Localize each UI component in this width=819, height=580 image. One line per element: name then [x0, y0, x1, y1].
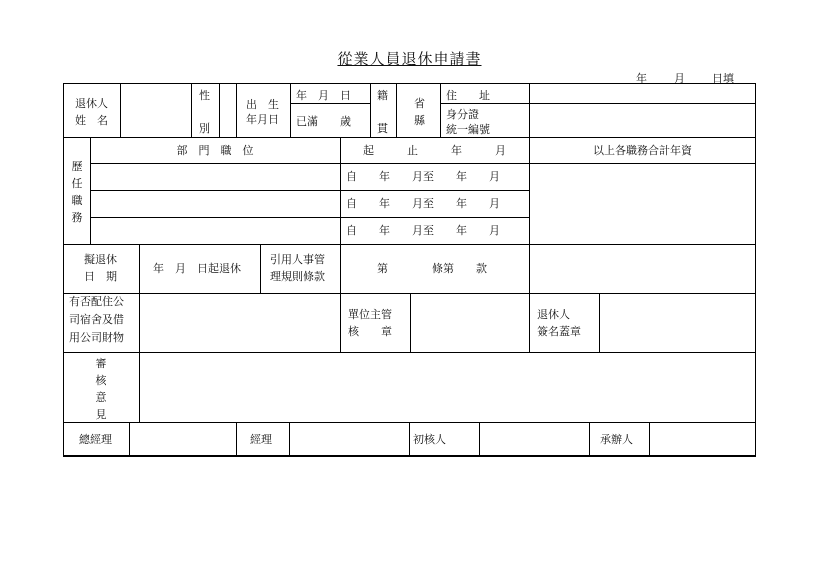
rule-line — [236, 422, 237, 457]
unit-supervisor-label: 單位主管 — [348, 308, 392, 321]
retiree-name-label: 退休人 — [75, 97, 108, 110]
age-field[interactable]: 已滿 歲 — [296, 115, 351, 128]
history-period-field[interactable]: 自 年 月至 年 月 — [346, 197, 500, 210]
rule-line — [129, 422, 130, 457]
address-field[interactable] — [531, 86, 753, 100]
rule-line — [63, 244, 756, 245]
review-opinion-label: 意 — [95, 391, 107, 404]
rule-line — [529, 293, 530, 352]
birth-label: 年月日 — [246, 113, 279, 126]
history-period-field[interactable]: 自 年 月至 年 月 — [346, 224, 500, 237]
sex-label: 別 — [199, 122, 210, 135]
unit-supervisor-label: 核 章 — [348, 325, 392, 338]
birth-label: 出 生 — [246, 98, 279, 111]
rule-line — [236, 83, 237, 137]
rule-line — [290, 103, 370, 104]
manager-label: 經理 — [250, 433, 272, 446]
rule-line — [370, 83, 371, 137]
retire-date-label: 日 期 — [84, 270, 117, 283]
rule-line — [139, 352, 140, 422]
fill-month: 月 — [674, 72, 685, 85]
history-period-field[interactable]: 自 年 月至 年 月 — [346, 170, 500, 183]
rule-line — [191, 83, 192, 137]
retiree-name-label: 姓 名 — [75, 114, 108, 127]
birth-date-field[interactable]: 年 月 日 — [296, 89, 351, 102]
id-number-label: 身分證 — [446, 108, 479, 121]
rule-line — [63, 137, 756, 138]
rule-line — [219, 83, 220, 137]
form-title: 從業人員退休申請書 — [337, 50, 482, 68]
rule-line — [63, 352, 756, 353]
fill-year: 年 — [636, 72, 647, 85]
rule-line — [90, 190, 529, 191]
rule-line — [139, 244, 140, 293]
property-label: 用公司財物 — [69, 331, 124, 344]
dept-position-header: 部 門 職 位 — [176, 144, 254, 157]
history-section-label: 任 — [71, 177, 83, 190]
rule-line — [120, 83, 121, 137]
rule-line — [260, 244, 261, 293]
address-label: 住 址 — [446, 89, 490, 102]
initial-reviewer-label: 初核人 — [413, 433, 446, 446]
retire-date-label: 擬退休 — [84, 253, 117, 266]
review-opinion-label: 見 — [95, 408, 107, 421]
rule-line — [396, 83, 397, 137]
history-section-label: 歷 — [71, 160, 83, 173]
property-label: 有否配住公 — [69, 295, 124, 308]
personnel-rule-label: 理規則條款 — [270, 270, 325, 283]
history-section-label: 職 — [71, 194, 83, 207]
retire-date-field[interactable]: 年 月 日起退休 — [153, 262, 241, 275]
native-place-label: 籍 — [377, 89, 388, 102]
province-label: 縣 — [414, 114, 425, 127]
native-place-label: 貫 — [377, 122, 388, 135]
rule-line — [90, 163, 756, 164]
general-manager-label: 總經理 — [79, 433, 112, 446]
id-number-label: 統一編號 — [446, 123, 490, 136]
period-header: 起 止 年 月 — [363, 144, 506, 157]
rule-line — [529, 244, 530, 293]
personnel-rule-label: 引用人事管 — [270, 253, 325, 266]
rule-line — [440, 103, 756, 104]
province-label: 省 — [414, 97, 425, 110]
rule-line — [289, 422, 290, 457]
sex-label: 性 — [199, 89, 210, 102]
rule-line — [599, 293, 600, 352]
rule-article-field[interactable]: 第 條第 款 — [377, 262, 487, 275]
property-label: 司宿舍及借 — [69, 313, 124, 326]
retiree-signature-label: 簽名蓋章 — [537, 325, 581, 338]
history-section-label: 務 — [71, 211, 83, 224]
rule-line — [410, 293, 411, 352]
retiree-name-value[interactable] — [122, 100, 189, 114]
rule-line — [409, 422, 410, 457]
total-seniority-header: 以上各職務合計年資 — [593, 144, 692, 157]
rule-line — [589, 422, 590, 457]
retiree-signature-label: 退休人 — [537, 308, 570, 321]
id-number-field[interactable] — [531, 112, 753, 126]
review-opinion-label: 審 — [95, 357, 107, 370]
rule-line — [139, 293, 140, 352]
rule-line — [529, 83, 530, 137]
rule-line — [340, 293, 341, 352]
rule-line — [90, 217, 529, 218]
rule-line — [479, 422, 480, 457]
rule-line — [340, 244, 341, 293]
rule-line — [649, 422, 650, 457]
handler-label: 承辦人 — [600, 433, 633, 446]
rule-line — [440, 83, 441, 137]
rule-line — [290, 83, 291, 137]
review-opinion-label: 核 — [95, 374, 107, 387]
fill-day: 日填 — [712, 72, 734, 85]
